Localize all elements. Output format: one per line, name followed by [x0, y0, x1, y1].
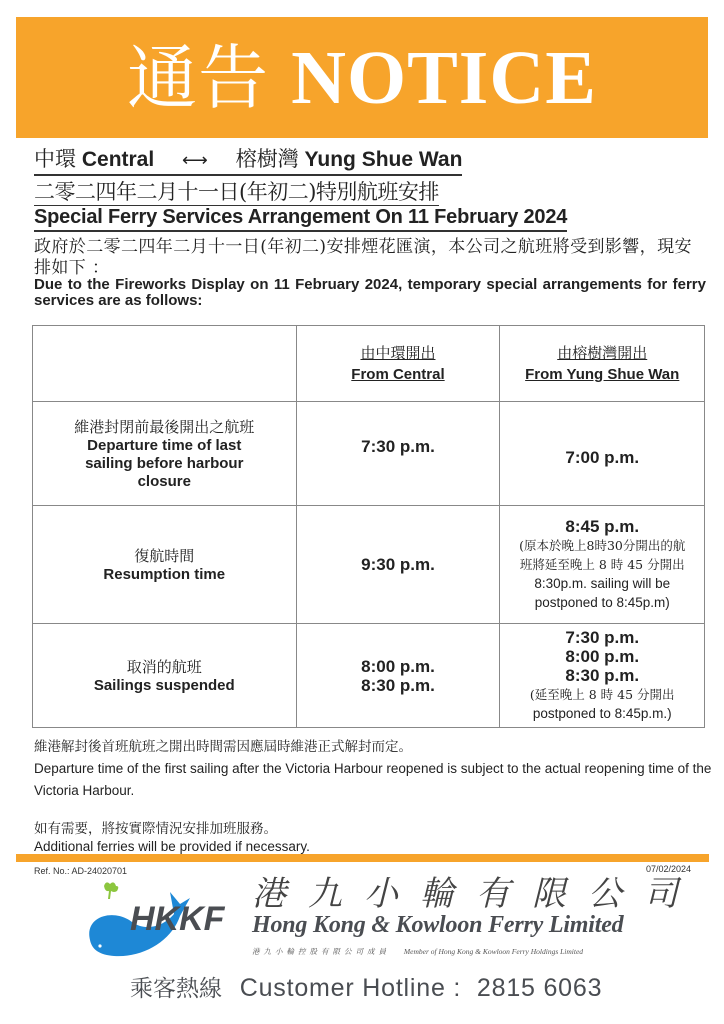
row-label — [33, 624, 297, 728]
title-zh: 二零二四年二月十一日(年初二)特別航班安排 — [34, 180, 439, 204]
label-zh: 取消的航班 — [126, 657, 202, 676]
note-en: postponed to 8:45p.m.) — [532, 706, 672, 721]
footer-divider — [16, 854, 709, 862]
reopen-note-zh: 維港解封後首班航班之開出時間需因應屆時維港正式解封而定。 — [34, 739, 412, 755]
bidirectional-arrow-icon: ⟷ — [182, 150, 208, 170]
route-from-en: Central — [81, 148, 155, 171]
row-label — [33, 506, 297, 624]
ysw-cell — [500, 402, 705, 506]
label-en: Departure time of last sailing before harbour closure — [85, 436, 244, 490]
schedule-table — [32, 325, 705, 728]
time-value: 7:30 p.m. — [361, 437, 435, 456]
time-value: 7:00 p.m. — [565, 448, 640, 467]
banner-title-en: NOTICE — [291, 35, 597, 120]
time-value: 8:30 p.m. — [361, 675, 435, 695]
label-zh: 復航時間 — [134, 546, 195, 565]
route-from-zh: 中環 — [34, 147, 76, 171]
central-cell — [296, 402, 500, 506]
header-from-ysw — [500, 326, 705, 402]
company-name-en: Hong Kong & Kowloon Ferry Limited — [252, 912, 624, 938]
central-cell — [296, 624, 500, 728]
header-en: From Yung Shue Wan — [525, 365, 680, 383]
hotline-label-en: Customer Hotline : — [239, 974, 462, 1002]
header-en: From Central — [351, 365, 445, 383]
customer-hotline — [130, 970, 602, 1003]
member-zh: 港九小輪控股有限公司成員 — [252, 947, 390, 956]
company-name-zh: 港九小輪有限公司 — [252, 874, 700, 914]
header-zh: 由榕樹灣開出 — [557, 343, 648, 362]
hkkf-logo — [84, 878, 234, 960]
hotline-label-zh: 乘客熱線 — [130, 976, 222, 1002]
table-row — [33, 402, 705, 506]
logo-text: HKKF — [130, 900, 225, 938]
time-value: 7:30 p.m. — [565, 628, 640, 647]
title-en: Special Ferry Services Arrangement On 11 February 2024 — [34, 205, 567, 232]
note-en: 8:30p.m. sailing will be — [534, 576, 671, 591]
table-row — [33, 624, 705, 728]
row-label — [33, 402, 297, 506]
route-to-en: Yung Shue Wan — [304, 148, 463, 171]
table-header-row — [33, 326, 705, 402]
ysw-cell — [500, 624, 705, 728]
extra-note-zh: 如有需要，將按實際情況安排加班服務。 — [34, 821, 277, 837]
extra-note-en: Additional ferries will be provided if necessary. — [34, 839, 310, 854]
intro-en: Due to the Fireworks Display on 11 February 2024, temporary special arrangements for ferry services are as follows: — [34, 276, 706, 309]
table-row — [33, 506, 705, 624]
note-zh: (延至晚上 8 時 45 分開出 — [529, 687, 675, 702]
time-value: 8:30 p.m. — [565, 666, 640, 685]
note-zh: 班將延至晚上 8 時 45 分開出 — [519, 557, 685, 572]
ysw-cell — [500, 506, 705, 624]
whale-logo-icon — [84, 878, 234, 960]
time-value: 8:00 p.m. — [565, 647, 640, 666]
intro-zh: 政府於二零二四年二月十一日(年初二)安排煙花匯演，本公司之航班將受到影響，現安排如下 ： — [34, 237, 692, 278]
label-zh: 維港封閉前最後開出之航班 — [74, 417, 255, 436]
note-en: postponed to 8:45p.m) — [534, 595, 670, 610]
time-value: 8:45 p.m. — [565, 517, 640, 536]
reopen-note-en: Departure time of the first sailing after the Victoria Harbour reopened is subject to the actual reopening time of the Victoria Harbour. — [34, 761, 712, 798]
time-value: 8:00 p.m. — [361, 656, 435, 676]
header-empty-cell — [33, 326, 297, 402]
notice-date: 07/02/2024 — [646, 864, 692, 874]
hotline-number[interactable]: 2815 6063 — [476, 974, 603, 1002]
label-en: Resumption time — [103, 565, 226, 583]
time-value: 9:30 p.m. — [361, 555, 435, 574]
header-zh: 由中環開出 — [360, 343, 436, 362]
banner-title-zh: 通告 — [127, 36, 270, 119]
route-to-zh: 榕樹灣 — [235, 147, 299, 171]
reference-number: Ref. No.: AD-24020701 — [34, 866, 128, 876]
route-heading — [34, 147, 462, 176]
member-line — [252, 946, 583, 957]
label-en: Sailings suspended — [93, 676, 235, 694]
central-cell — [296, 506, 500, 624]
header-from-central — [296, 326, 500, 402]
notice-banner — [16, 17, 708, 138]
note-zh: (原本於晚上8時30分開出的航 — [519, 538, 686, 553]
member-en: Member of Hong Kong & Kowloon Ferry Holdings Limited — [403, 947, 584, 956]
